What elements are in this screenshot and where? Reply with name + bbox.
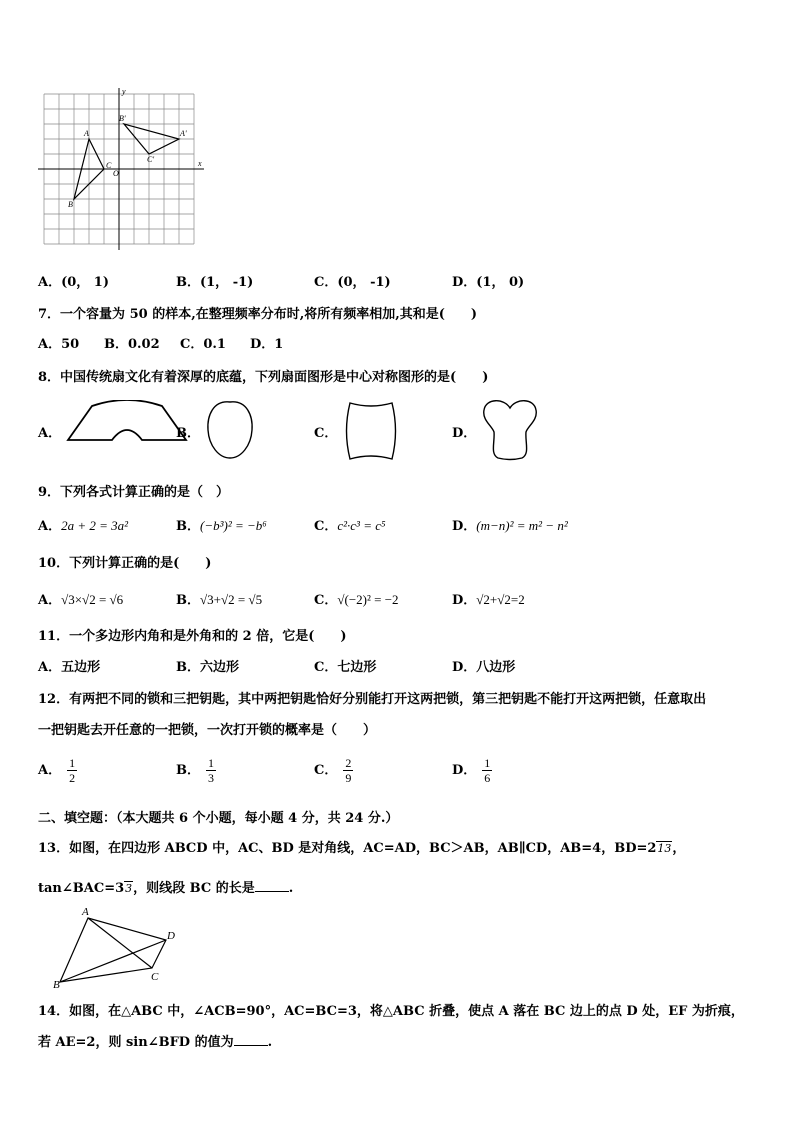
q14-answer-blank xyxy=(234,1035,268,1046)
q13-stem-text2: tan∠BAC=3 xyxy=(38,881,125,896)
q13-stem-line2 xyxy=(38,877,293,896)
q13-stem-end2: . xyxy=(288,881,294,896)
q7-option-b: B．0.02 xyxy=(104,337,160,352)
q12-option-b xyxy=(176,756,216,785)
q11-option-b: B．六边形 xyxy=(176,660,239,675)
q9-option-b xyxy=(176,515,267,534)
q10-option-c xyxy=(314,589,399,608)
q6-option-d: D．(1， 0) xyxy=(452,275,525,290)
q12-option-c xyxy=(314,756,353,785)
fan-shape-d xyxy=(480,398,540,462)
fig-label-b: B xyxy=(53,979,60,990)
q11-stem: 11．一个多边形内角和是外角和的 2 倍，它是( ) xyxy=(38,629,347,644)
q9-expr-d: (m−n)² = m² − n² xyxy=(476,518,568,533)
q13-quadrilateral-figure xyxy=(50,904,186,990)
q12-label-c: C． xyxy=(314,763,338,778)
q13-answer-blank xyxy=(255,881,289,892)
q11-option-c: C．七边形 xyxy=(314,660,377,675)
q10-label-b: B． xyxy=(176,593,200,608)
label-c1: C' xyxy=(147,155,155,164)
q7-stem: 7．一个容量为 50 的样本,在整理频率分布时,将所有频率相加,其和是( ) xyxy=(38,307,478,322)
q10-option-a xyxy=(38,589,123,608)
q13-radicand-2: 3 xyxy=(125,882,133,895)
q12-option-a xyxy=(38,756,77,785)
q10-expr-d: √2+√2=2 xyxy=(476,592,525,607)
q12-label-a: A． xyxy=(38,763,62,778)
q12-fraction-c: $\frac{2}{9}$ xyxy=(345,756,352,785)
label-y: y xyxy=(122,88,126,96)
q7-option-a: A．50 xyxy=(38,337,80,352)
q9-stem: 9．下列各式计算正确的是（ ） xyxy=(38,485,230,500)
q12-fraction-d: $\frac{1}{6}$ xyxy=(484,756,491,785)
q13-stem-text3: ，则线段 BC 的长是 xyxy=(133,881,255,896)
q9-option-c xyxy=(314,515,386,534)
label-o: O xyxy=(113,169,119,178)
q14-stem-line1: 14．如图，在△ABC 中，∠ACB=90°，AC=BC=3，将△ABC 折叠，使点 A 落在 BC 边上的点 D 处，EF 为折痕， xyxy=(38,1004,744,1019)
q8-label-a: A． xyxy=(38,426,62,441)
q9-label-b: B． xyxy=(176,519,200,534)
q12-option-d xyxy=(452,756,492,785)
q11-option-d: D．八边形 xyxy=(452,660,516,675)
q10-expr-a: √3×√2 = √6 xyxy=(61,592,124,607)
q13-stem-end1: ， xyxy=(672,841,686,856)
q13-radicand-1: 13 xyxy=(657,842,672,855)
q7-option-c: C．0.1 xyxy=(180,337,226,352)
q12-fraction-a: $\frac{1}{2}$ xyxy=(69,756,76,785)
q9-expr-c: c²·c³ = c⁵ xyxy=(337,518,386,533)
q12-label-d: D． xyxy=(452,763,477,778)
q10-expr-b: √3+√2 = √5 xyxy=(200,592,263,607)
q8-stem: 8．中国传统扇文化有着深厚的底蕴，下列扇面图形是中心对称图形的是( ) xyxy=(38,370,489,385)
q12-label-b: B． xyxy=(176,763,200,778)
fan-shape-b xyxy=(205,398,255,462)
q14-stem-line2 xyxy=(38,1031,272,1050)
q9-expr-a: 2a + 2 = 3a² xyxy=(61,518,129,533)
q10-option-d xyxy=(452,589,525,608)
q12-stem-line1: 12．有两把不同的锁和三把钥匙，其中两把钥匙恰好分别能打开这两把锁，第三把钥匙不能打开这两把锁，任意取出 xyxy=(38,692,707,707)
section-2-heading: 二、填空题：（本大题共 6 个小题，每小题 4 分，共 24 分.） xyxy=(38,811,399,826)
fan-shape-a xyxy=(64,400,190,448)
q10-label-d: D． xyxy=(452,593,477,608)
q6-option-a: A．(0， 1) xyxy=(38,275,110,290)
q12-stem-line2: 一把钥匙去开任意的一把锁，一次打开锁的概率是（ ） xyxy=(38,723,377,738)
label-a: A xyxy=(84,129,89,138)
q8-label-c: C． xyxy=(314,426,338,441)
label-x: x xyxy=(198,159,202,168)
q10-expr-c: √(−2)² = −2 xyxy=(337,592,399,607)
q10-label-a: A． xyxy=(38,593,62,608)
q10-option-b xyxy=(176,589,262,608)
q9-label-c: C． xyxy=(314,519,338,534)
fig-label-a: A xyxy=(82,906,89,918)
q9-label-d: D． xyxy=(452,519,477,534)
fig-label-d: D xyxy=(167,930,175,942)
q7-option-d: D．1 xyxy=(250,337,284,352)
label-a1: A' xyxy=(180,129,187,138)
q8-label-b: B． xyxy=(176,426,200,441)
q9-option-d xyxy=(452,515,568,534)
label-b1: B' xyxy=(119,114,126,123)
q6-coordinate-figure xyxy=(38,88,210,250)
q10-stem: 10．下列计算正确的是( ) xyxy=(38,556,212,571)
label-b: B xyxy=(68,200,73,209)
q13-stem-line1 xyxy=(38,837,685,856)
q14-stem-end2: . xyxy=(267,1035,273,1050)
q9-expr-b: (−b³)² = −b⁶ xyxy=(200,518,267,533)
q6-option-b: B．(1， -1) xyxy=(176,275,254,290)
fan-shape-c xyxy=(342,400,400,462)
q14-stem-text2: 若 AE=2，则 sin∠BFD 的值为 xyxy=(38,1035,234,1050)
q10-label-c: C． xyxy=(314,593,338,608)
q9-option-a xyxy=(38,515,128,534)
q8-label-d: D． xyxy=(452,426,477,441)
q11-option-a: A．五边形 xyxy=(38,660,101,675)
q13-stem-text1: 13．如图，在四边形 ABCD 中，AC、BD 是对角线，AC=AD，BC＞AB，AB∥CD，AB=4，BD=2 xyxy=(38,841,657,856)
label-c: C xyxy=(106,161,112,170)
q12-fraction-b: $\frac{1}{3}$ xyxy=(208,756,214,785)
fig-label-c: C xyxy=(151,971,159,983)
q6-option-c: C．(0， -1) xyxy=(314,275,391,290)
q9-label-a: A． xyxy=(38,519,62,534)
